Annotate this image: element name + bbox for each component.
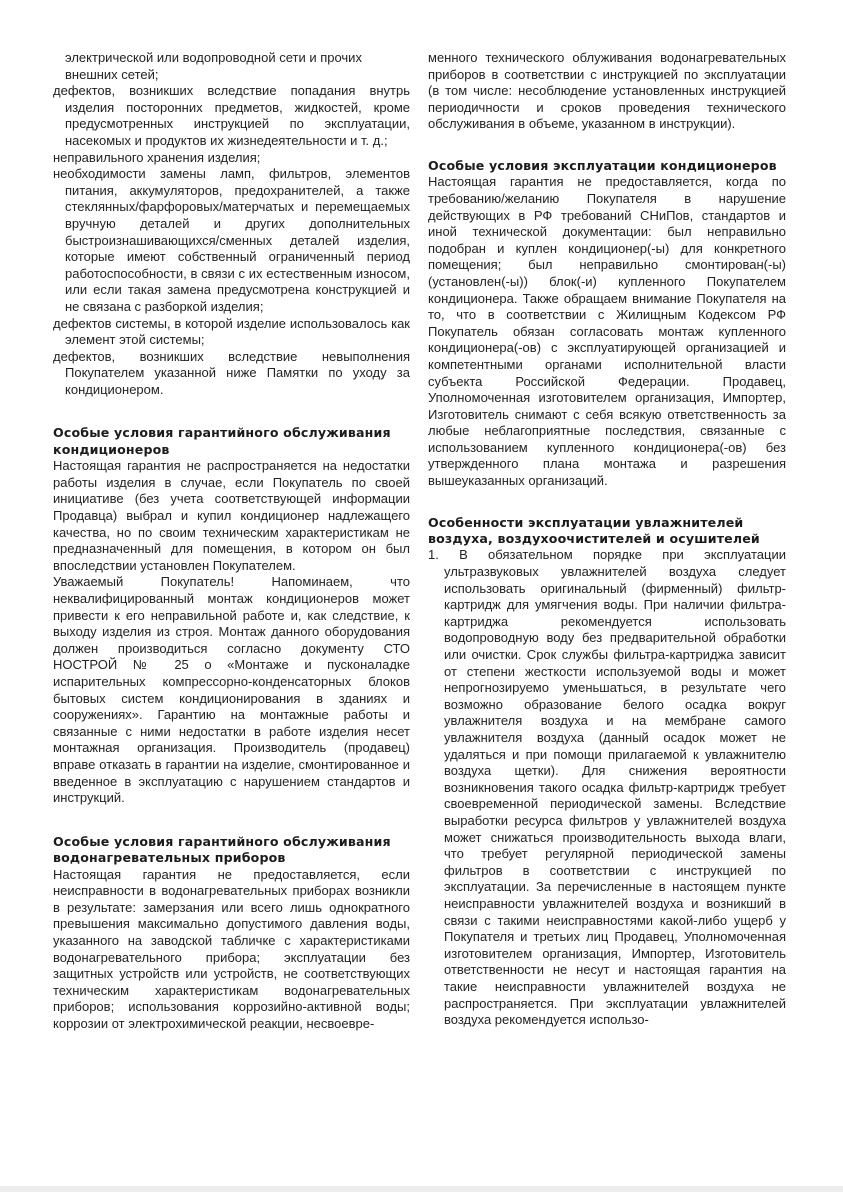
page-bottom-edge bbox=[0, 1186, 843, 1192]
section-heading-ac-service: Особые условия гарантийного обслуживания кондиционеров bbox=[53, 425, 391, 457]
humidifier-list-item: 1. В обязательном порядке при эксплуатации ультразвуковых увлажнителей воздуха следует использовать оригинальный (фирменный) фильтр-картридж для умягчения воды. При наличии фильтра-картриджа рекомендуется использовать водопроводную воду без предварительной обработки или очистки. Срок службы фильтра-картриджа зависит от степени жесткости используемой воды и может непрогнозируемо уменьшаться, в результате чего возможно образование белого осадка вокруг увлажнителя воздуха и на мембране самого увлажнителя воздуха (данный осадок может не удаляться и при помощи прилагаемой к увлажнителю воздуха щетки). Для снижения вероятности возникновения такого осадка фильтр-картридж требует своевременной периодической замены. Вследствие выработки ресурса фильтров у увлажнителей воздуха может снижаться производительность выхода влаги, что требует регулярной периодической замены фильтров в соответствии с инструкцией по эксплуатации. За перечисленные в настоящем пункте неисправности увлажнителей воздуха и возникший в связи с такими неисправностями какой-либо ущерб у Покупателя и третьих лиц Продавец, Уполномоченная изготовителем организация, Импортер, Изготовитель ответственности не несут и настоящая гарантия на такие неисправности увлажнителей воздуха не распространяется. При эксплуатации увлажнителей воздуха рекомендуется использо- bbox=[428, 547, 786, 1028]
ac-service-paragraph: Уважаемый Покупатель! Напоминаем, что неквалифицированный монтаж кондиционеров может привести к его неправильной работе и, как следствие, к выходу изделия из строя. Монтаж данного оборудования должен производиться согласно документу СТО НОСТРОЙ № 25 о «Монтаже и пусконаладке испарительных компрессорно-конденсаторных блоков бытовых систем кондиционирования в зданиях и сооружениях». Гарантию на монтажные работы и связанные с ними недостатки в работе изделия несет монтажная организация. Производитель (продавец) вправе отказать в гарантии на изделие, смонтированное и введенное в эксплуатацию с нарушением стандартов и инструкций. bbox=[53, 574, 410, 806]
water-heaters-paragraph: Настоящая гарантия не предоставляется, если неисправности в водонагревательных приборах возникли в результате: замерзания или всего лишь однократного превышения максимально допустимого давления воды, указанного на заводской табличке с характеристиками водонагревательного прибора; эксплуатации без защитных устройств или устройств, не соответствующих техническим характеристикам водонагревательных приборов; использования коррозийно-активной воды; коррозии от электрохимической реакции, несвоевре- bbox=[53, 866, 410, 1031]
ac-service-paragraph: Настоящая гарантия не распространяется на недостатки работы изделия в случае, если Покупатель по своей инициативе (без учета соответствующей информации Продавца) выбрал и купил кондиционер надлежащего качества, но по своим техническим характеристикам не предназначенный для помещения, в котором он был впоследствии установлен Покупателем. bbox=[53, 458, 410, 573]
ac-operation-paragraph: Настоящая гарантия не предоставляется, когда по требованию/желанию Покупателя в нарушение действующих в РФ требований СНиПов, стандартов и иной технической документации: был неправильно подобран и куплен кондиционер(-ы) для конкретного помещения; был неправильно смонтирован(-ы) (установлен(-ы)) блок(-и) купленного Покупателем кондиционера. Также обращаем внимание Покупателя на то, что в соответствии с Жилищным Кодексом РФ Покупатель обязан согласовать монтаж купленного кондиционера(-ов) с эксплуатирующей организацией и компетентными органами исполнительной власти субъекта Российской Федерации. Продавец, Уполномоченная изготовителем организация, Импортер, Изготовитель снимают с себя всякую ответственность за любые неблагоприятные последствия, связанные с использованием купленного кондиционера(-ов) без утвержденного плана монтажа и разрешения вышеуказанных организаций. bbox=[428, 174, 786, 489]
defect-item: неправильного хранения изделия; bbox=[53, 149, 261, 165]
intro-line: внешних сетей; bbox=[65, 66, 159, 82]
defect-item: дефектов системы, в которой изделие использовалось как элемент этой системы; bbox=[53, 315, 410, 348]
section-heading-humidifiers: Особенности эксплуатации увлажнителей воздуха, воздухоочистителей и осушителей bbox=[428, 514, 760, 547]
left-column bbox=[53, 50, 410, 1033]
section-heading-ac-operation: Особые условия эксплуатации кондиционеров bbox=[428, 157, 777, 173]
continuation-paragraph: менного технического облуживания водонагревательных приборов в соответствии с инструкцией по эксплуатации (в том числе: несоблюдение установленных инструкцией периодичности и сроков проведения технического обслуживания в объеме, указанном в инструкции). bbox=[428, 50, 786, 132]
right-column bbox=[428, 50, 786, 1029]
defect-item: дефектов, возникших вследствие попадания внутрь изделия посторонних предметов, жидкостей, кроме предусмотренных инструкцией по эксплуатации, насекомых и продуктов их жизнедеятельности и т. д.; bbox=[53, 83, 410, 148]
defect-item: необходимости замены ламп, фильтров, элементов питания, аккумуляторов, предохранителей, а также стеклянных/фарфоровых/матерчатых и перемещаемых вручную деталей и других дополнительных быстроизнашивающихся/сменных деталей изделия, которые имеют собственный ограниченный период работоспособности, в связи с их естественным износом, или если такая замена предусмотрена конструкцией и не связана с разборкой изделия; bbox=[53, 166, 410, 314]
defect-item: дефектов, возникших вследствие невыполнения Покупателем указанной ниже Памятки по уходу за кондиционером. bbox=[53, 348, 410, 397]
intro-line: электрической или водопроводной сети и прочих bbox=[65, 50, 362, 65]
section-heading-water-heaters: Особые условия гарантийного обслуживания водонагревательных приборов bbox=[53, 833, 391, 866]
